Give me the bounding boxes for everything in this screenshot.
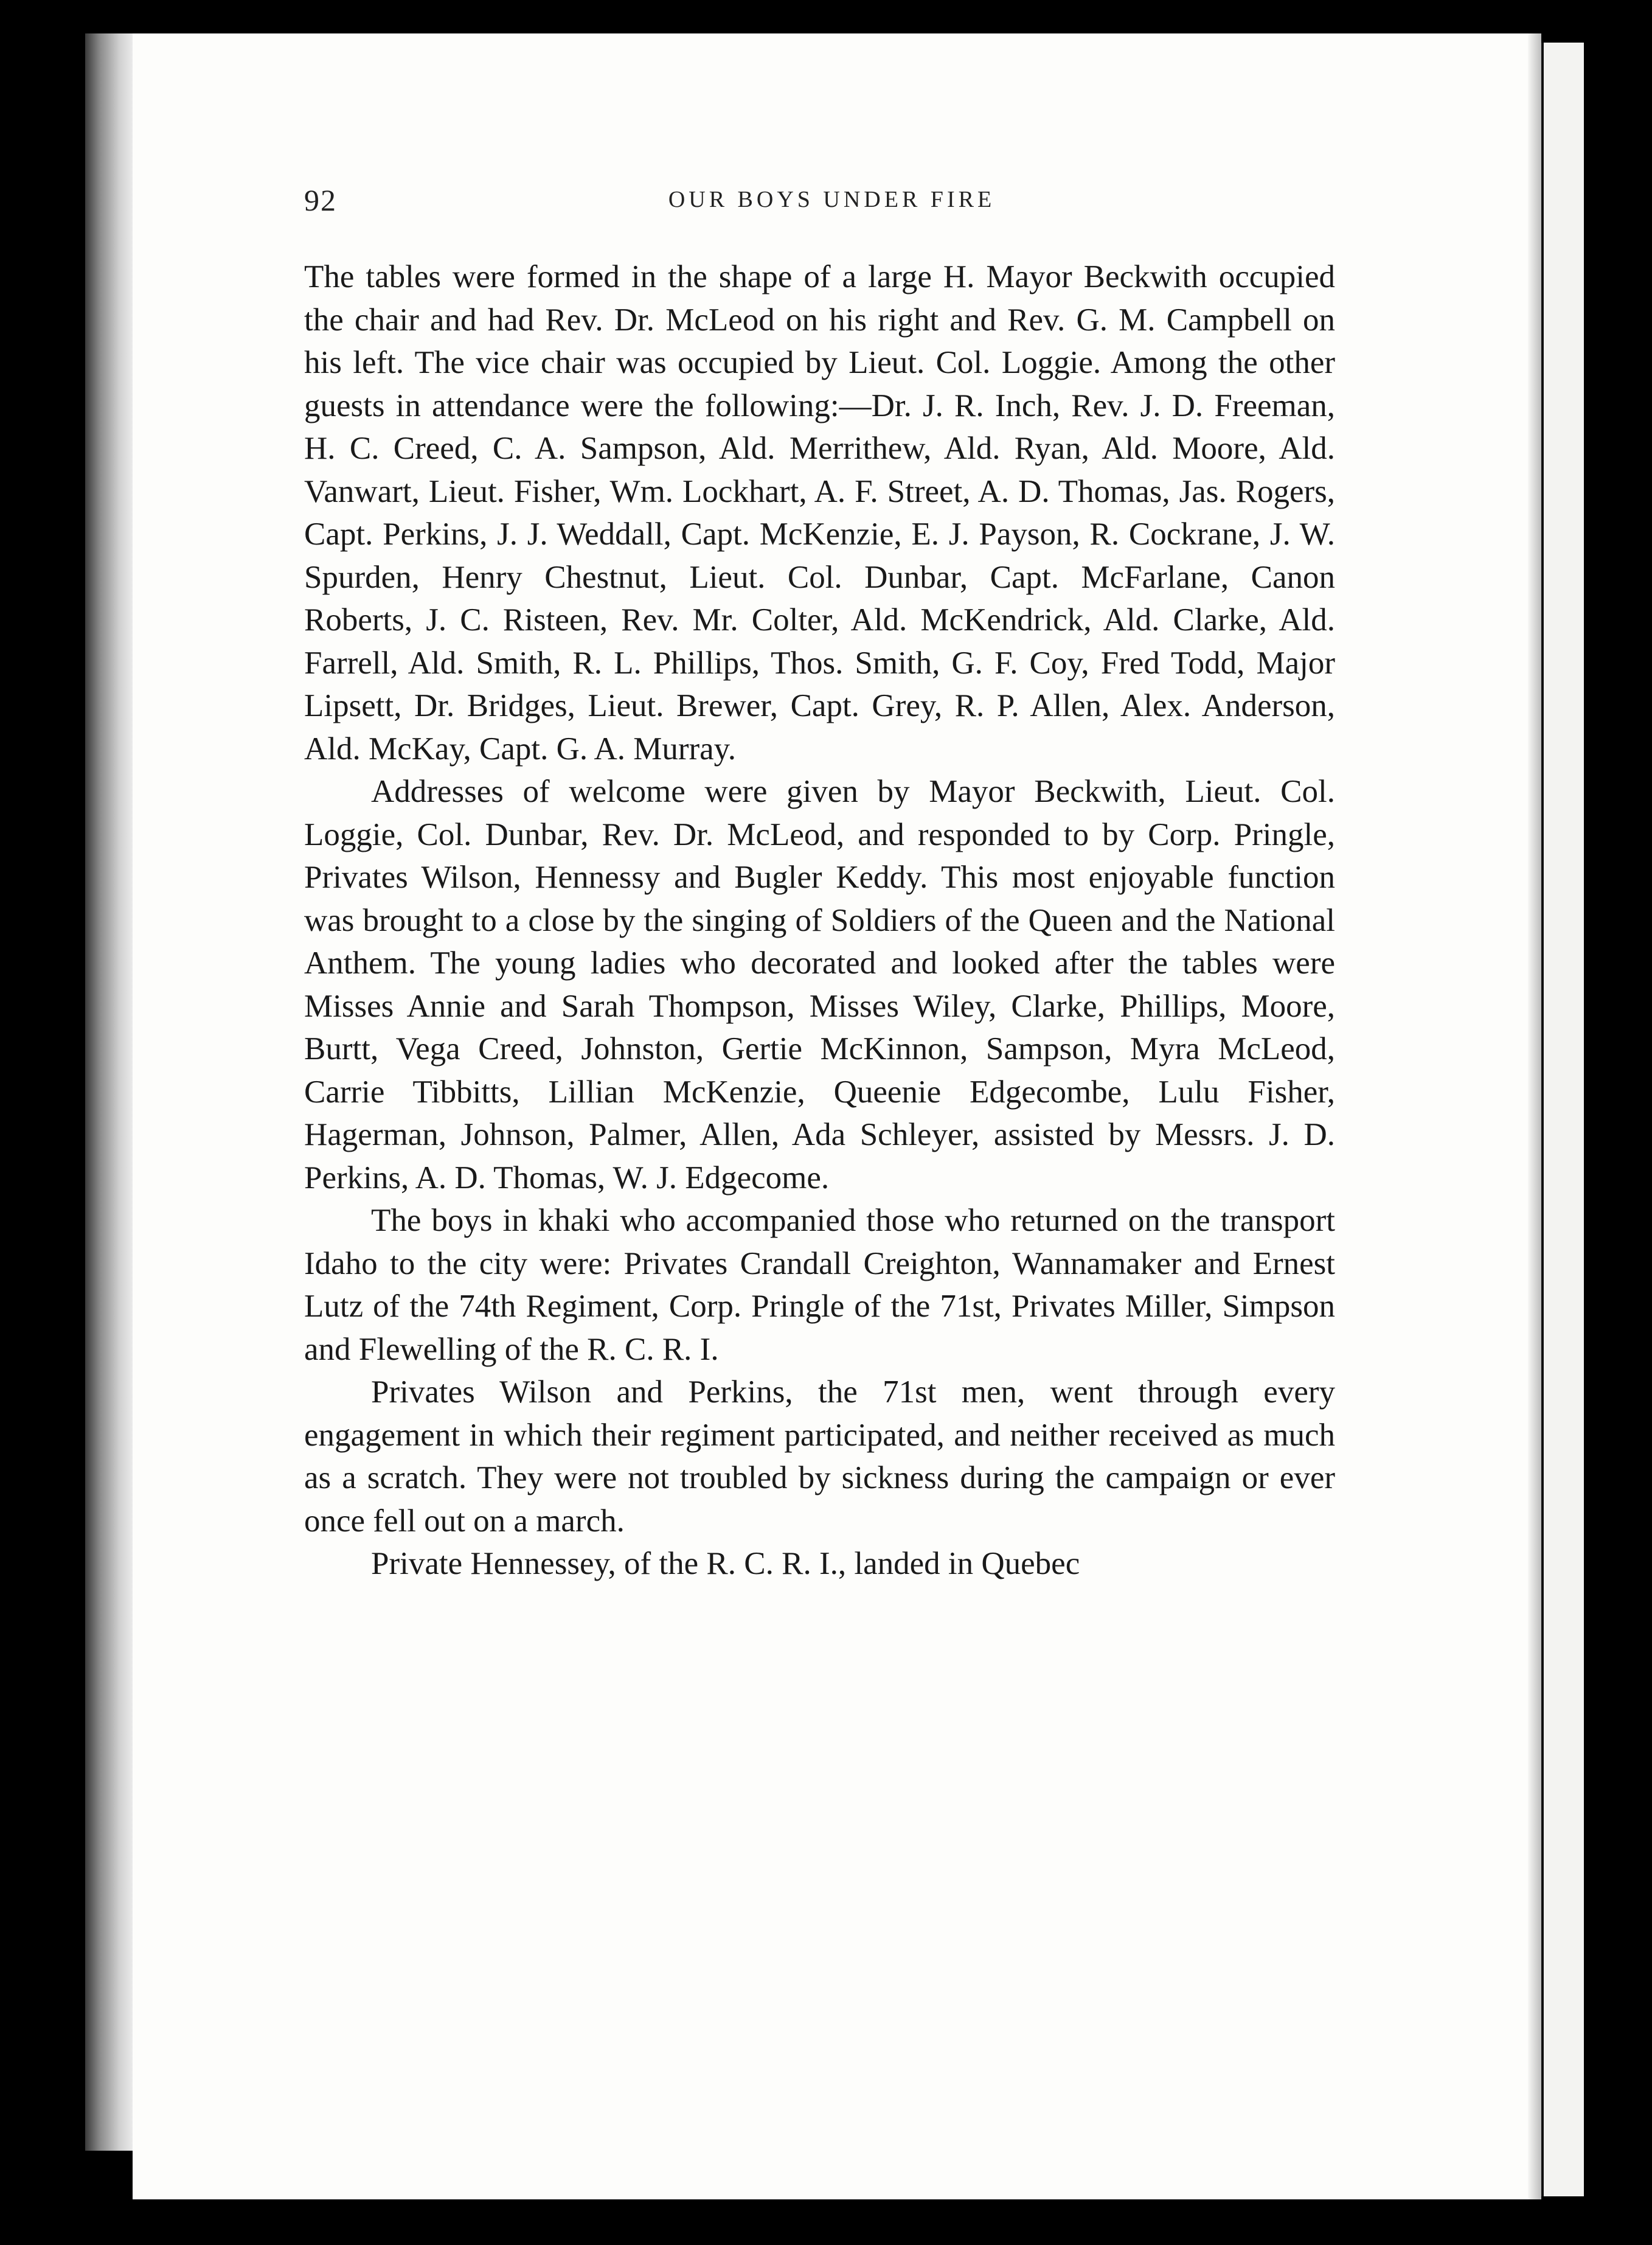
page-header xyxy=(304,183,1335,219)
body-text xyxy=(304,256,1335,1585)
page-gutter xyxy=(85,33,134,2151)
running-head: OUR BOYS UNDER FIRE xyxy=(668,187,996,212)
paragraph: The boys in khaki who accompanied those who returned on the transport Idaho to the city were: Privates Crandall Creighton, Wannamaker and Ernest Lutz of the 74th Regiment, Corp. Pringle of the 71st, Privates Miller, Simpson and Flewelling of the R. C. R. I. xyxy=(304,1203,1335,1367)
paragraph: The tables were formed in the shape of a large H. Mayor Beckwith occupied the chair and had Rev. Dr. McLeod on his right and Rev. G. M. Campbell on his left. The vice chair was occupied by Lieut. Col. Loggie. Among the other guests in attendance were the following:—Dr. J. R. Inch, Rev. J. D. Freeman, H. C. Creed, C. A. Sampson, Ald. Merrithew, Ald. Ryan, Ald. Moore, Ald. Vanwart, Lieut. Fisher, Wm. Lockhart, A. F. Street, A. D. Thomas, Jas. Rogers, Capt. Perkins, J. J. Weddall, Capt. McKenzie, E. J. Payson, R. Cockrane, J. W. Spurden, Henry Chestnut, Lieut. Col. Dunbar, Capt. McFarlane, Canon Roberts, J. C. Risteen, Rev. Mr. Colter, Ald. McKendrick, Ald. Clarke, Ald. Farrell, Ald. Smith, R. L. Phillips, Thos. Smith, G. F. Coy, Fred Todd, Major Lipsett, Dr. Bridges, Lieut. Brewer, Capt. Grey, R. P. Allen, Alex. Anderson, Ald. McKay, Capt. G. A. Murray. xyxy=(304,259,1335,767)
facing-page-edge xyxy=(1541,43,1584,2196)
paragraph: Privates Wilson and Perkins, the 71st men, went through every engagement in which their regiment participated, and neither received as much as a scratch. They were not troubled by sickness during the campaign or ever once fell out on a march. xyxy=(304,1374,1335,1539)
paragraph: Private Hennessey, of the R. C. R. I., landed in Quebec xyxy=(371,1546,1080,1581)
paragraph: Addresses of welcome were given by Mayor Beckwith, Lieut. Col. Loggie, Col. Dunbar, Rev. Dr. McLeod, and responded to by Corp. Pringle, Privates Wilson, Hennessy and Bugler Keddy. This most enjoyable function was brought to a close by the singing of Soldiers of the Queen and the National Anthem. The young ladies who decorated and looked after the tables were Misses Annie and Sarah Thompson, Misses Wiley, Clarke, Phillips, Moore, Burtt, Vega Creed, Johnston, Gertie McKinnon, Sampson, Myra McLeod, Carrie Tibbitts, Lillian McKenzie, Queenie Edgecombe, Lulu Fisher, Hagerman, Johnson, Palmer, Allen, Ada Schleyer, assisted by Messrs. J. D. Perkins, A. D. Thomas, W. J. Edgecome. xyxy=(304,774,1335,1196)
page-number: 92 xyxy=(304,183,337,217)
page-edge-shadow xyxy=(1528,33,1541,2199)
